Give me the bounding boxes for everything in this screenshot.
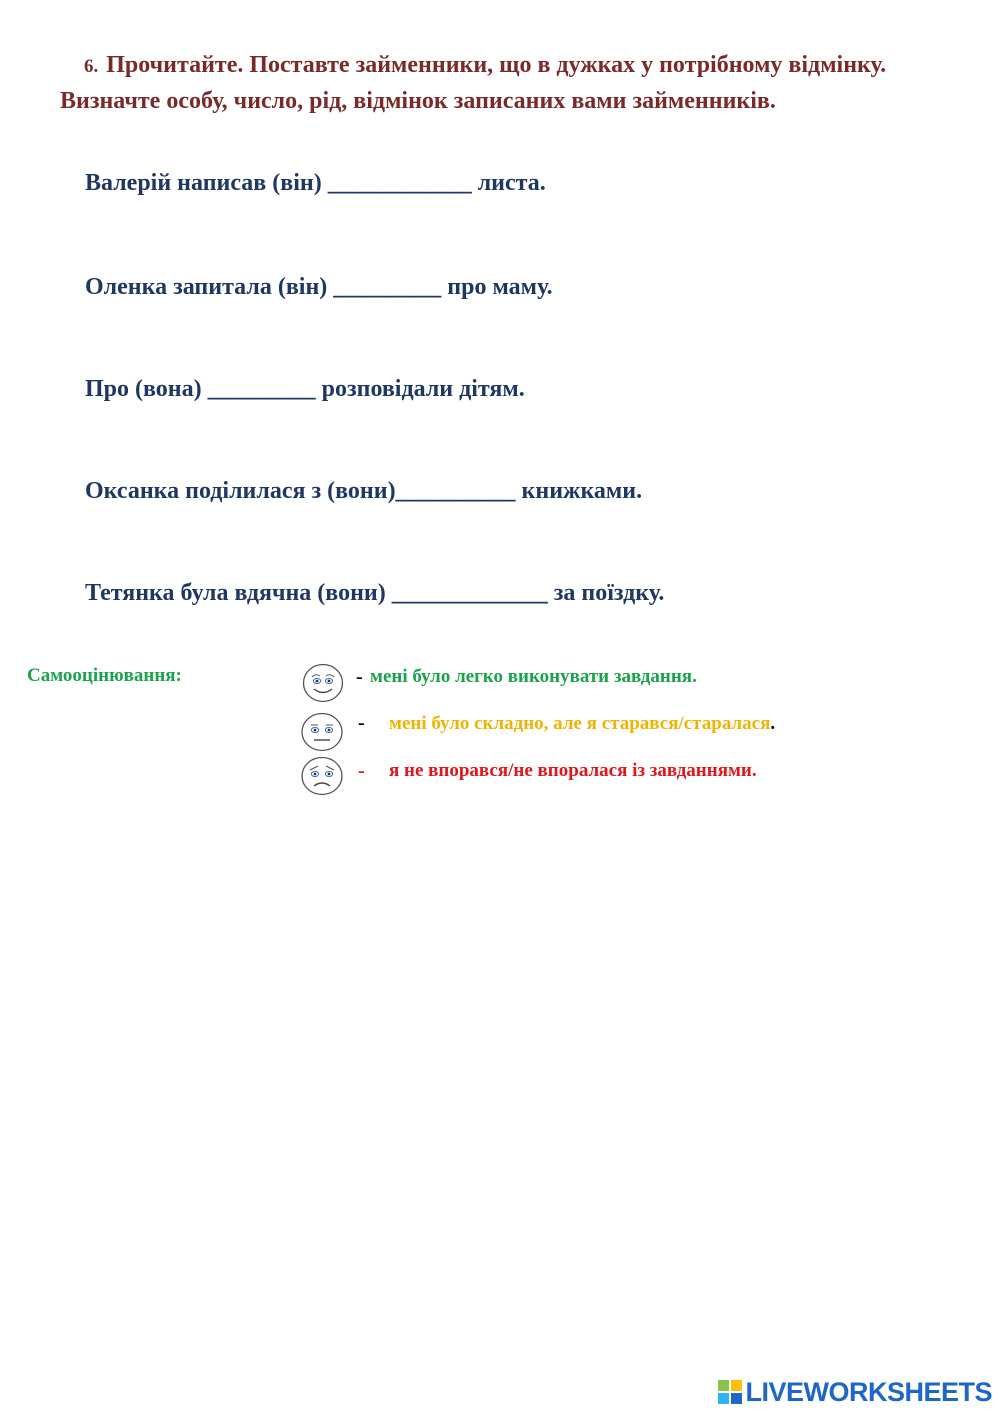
sentence-4: Оксанка поділилася з (вони)__________ книжками.	[85, 478, 643, 504]
level-1-text: мені було легко виконувати завдання.	[370, 666, 697, 687]
sentence-5: Тетянка була вдячна (вони) _____________ за поїздку.	[85, 580, 665, 606]
liveworksheets-logo-icon	[717, 1379, 743, 1405]
level-2-text	[389, 713, 775, 735]
happy-face-icon	[302, 663, 344, 703]
task-instruction	[60, 48, 920, 118]
level-2-period: .	[770, 713, 776, 734]
level-2-dash: -	[358, 712, 365, 734]
brand-name: LIVEWORKSHEETS	[745, 1376, 992, 1407]
liveworksheets-brand	[717, 1377, 992, 1407]
level-1-dash: -	[356, 666, 363, 688]
sentence-3: Про (вона) _________ розповідали дітям.	[85, 376, 525, 402]
sad-face-icon	[300, 756, 344, 796]
self-assessment-label: Самооцінювання:	[27, 665, 182, 686]
level-3-text: я не впорався/не впоралася із завданнями.	[389, 760, 757, 781]
neutral-face-icon	[300, 712, 344, 752]
level-2-text-body: мені було складно, але я старався/старалася	[389, 713, 771, 734]
level-3-dash: -	[358, 760, 365, 782]
sentence-2: Оленка запитала (він) _________ про маму.	[85, 274, 553, 300]
task-number: 6.	[84, 56, 99, 77]
sentence-1: Валерій написав (він) ____________ листа.	[85, 170, 546, 196]
task-text: Прочитайте. Поставте займенники, що в дужках у потрібному відмінку. Визначте особу, число, рід, відмінок записаних вами займенників.	[60, 52, 887, 114]
